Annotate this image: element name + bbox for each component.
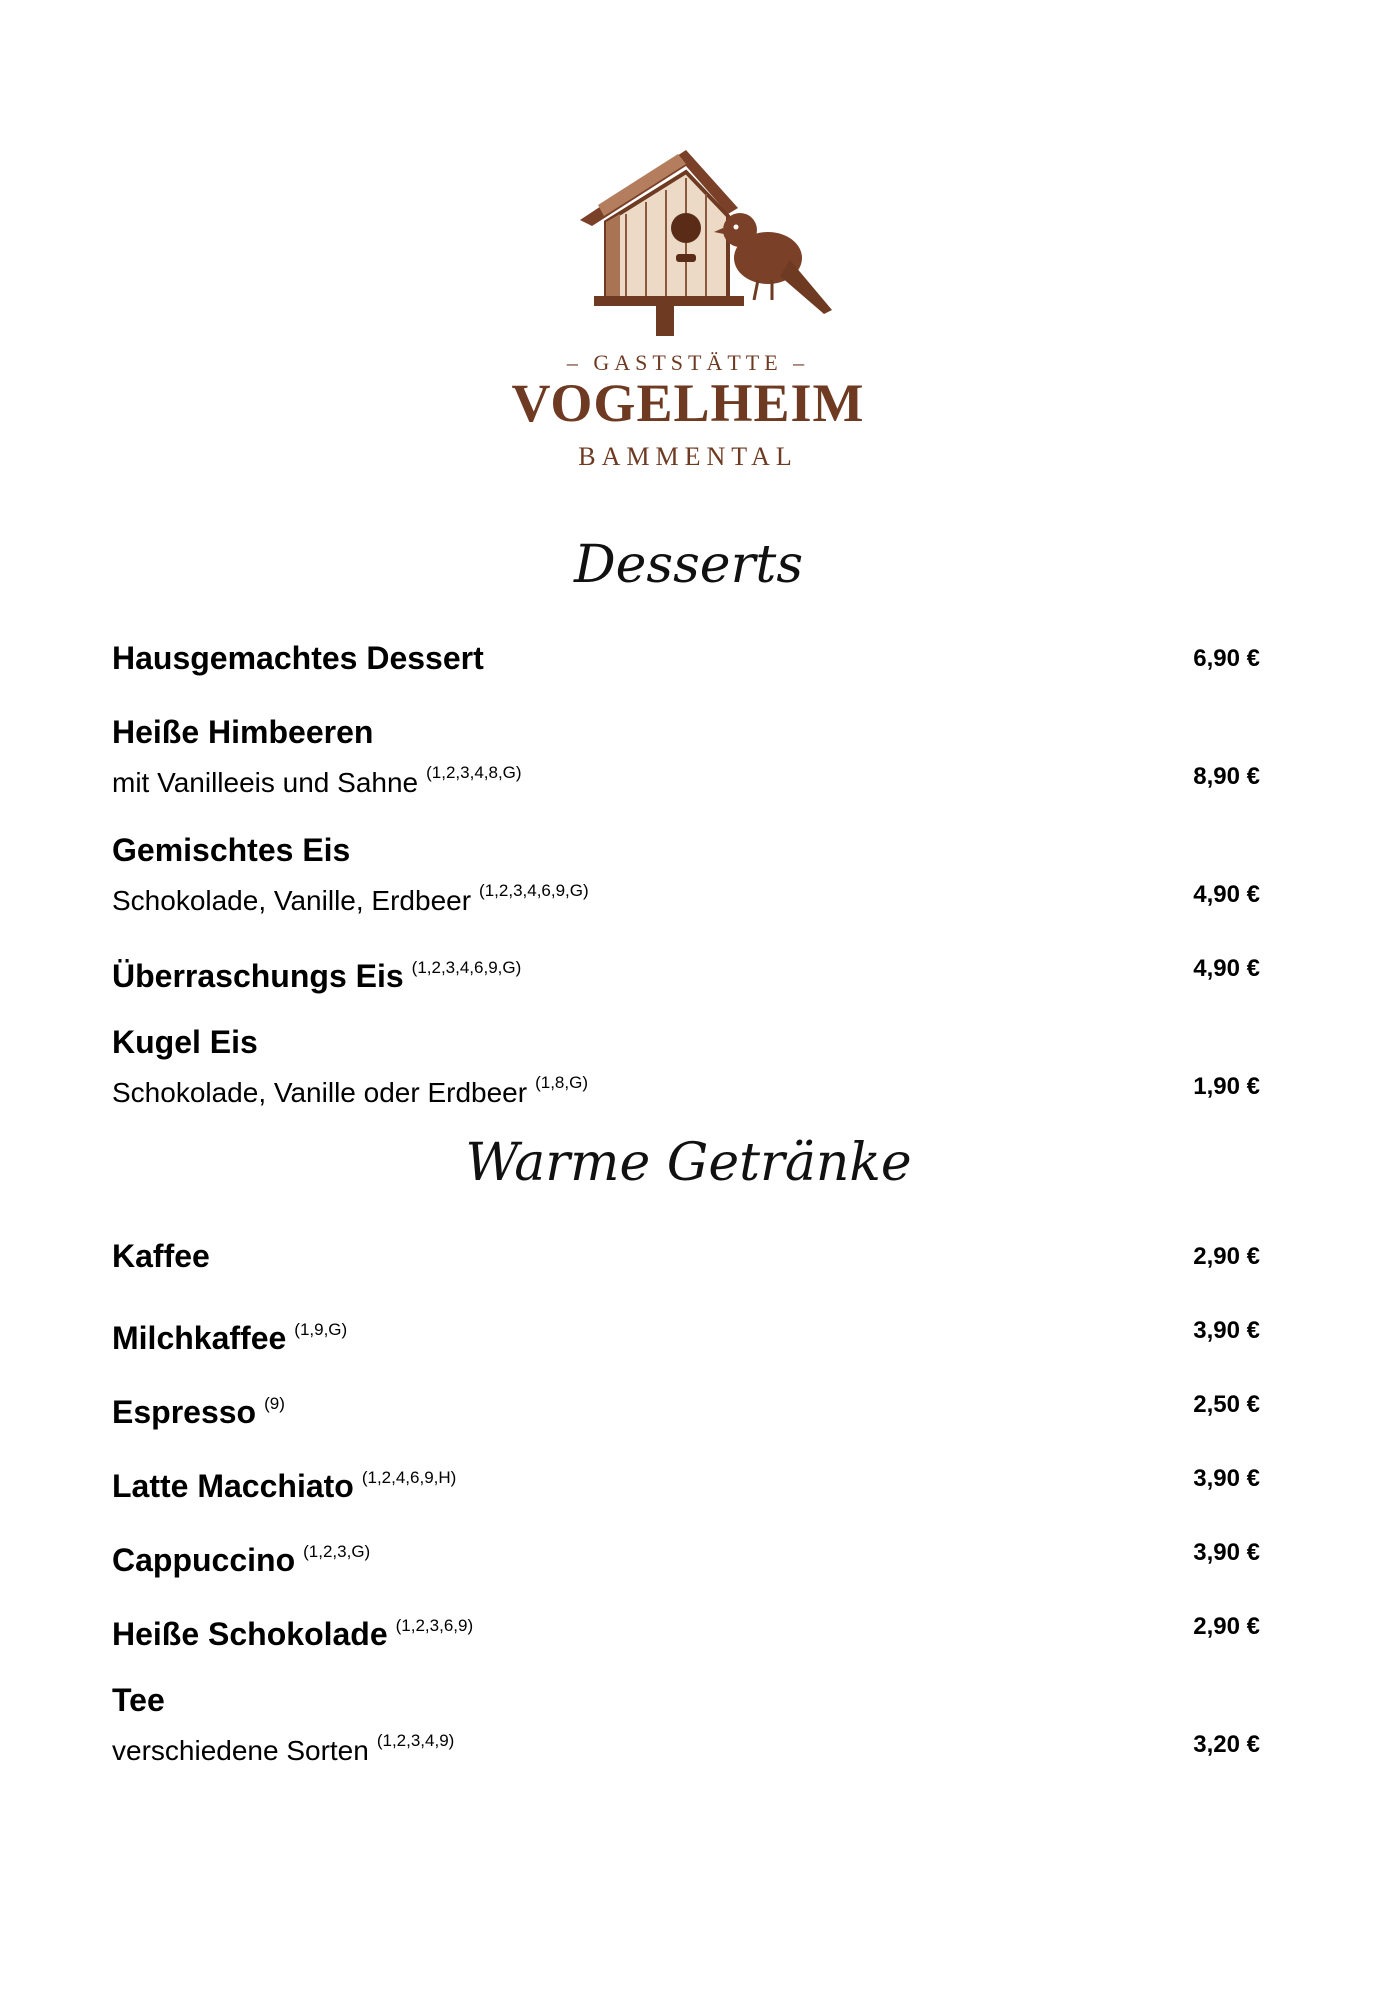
restaurant-logo [498,150,878,480]
item-price: 3,20 € [1193,1731,1260,1758]
item-price: 4,90 € [1193,881,1260,908]
item-allergens: (1,2,3,4,9) [376,1731,455,1750]
menu-item [112,1605,1260,1655]
brand-name: VOGELHEIM [511,373,865,433]
item-price: 8,90 € [1193,763,1260,790]
item-price: 1,90 € [1193,1073,1260,1100]
item-price: 2,90 € [1193,1243,1260,1270]
item-price: 2,90 € [1193,1613,1260,1640]
brand-top-line: – GASTSTÄTTE – [566,350,810,375]
item-price: 3,90 € [1193,1539,1260,1566]
item-name: Milchkaffee [112,1320,287,1356]
item-name: Kugel Eis [112,1024,258,1060]
menu-item [112,1531,1260,1581]
item-description: mit Vanilleeis und Sahne [112,767,419,798]
item-name: Heiße Schokolade [112,1616,388,1652]
item-price: 2,50 € [1193,1391,1260,1418]
item-allergens: (1,2,3,4,6,9,G) [411,958,522,977]
item-allergens: (1,9,G) [294,1320,348,1339]
item-name: Espresso [112,1394,257,1430]
item-description: Schokolade, Vanille, Erdbeer [112,885,472,916]
brand-location: BAMMENTAL [578,442,798,471]
item-price: 3,90 € [1193,1317,1260,1344]
item-allergens: (1,2,3,4,8,G) [426,763,522,782]
item-description: verschiedene Sorten [112,1735,369,1766]
menu-item [112,1235,1260,1277]
item-name: Überraschungs Eis [112,958,404,994]
item-name: Tee [112,1682,165,1718]
item-allergens: (1,2,3,G) [303,1542,371,1561]
item-name: Kaffee [112,1238,210,1274]
menu-item [112,1679,1260,1771]
birdhouse-bird-icon [568,150,838,340]
item-allergens: (1,8,G) [535,1073,588,1092]
item-allergens: (1,2,3,4,6,9,G) [479,881,589,900]
menu-item [112,1021,1260,1113]
item-allergens: (1,2,4,6,9,H) [361,1468,457,1487]
menu-item [112,637,1260,679]
item-name: Latte Macchiato [112,1468,354,1504]
item-name: Hausgemachtes Dessert [112,640,484,676]
section-title-warm-drinks: Warme Getränke [465,1133,912,1193]
item-description: Schokolade, Vanille oder Erdbeer [112,1077,528,1108]
menu-item [112,947,1260,997]
item-name: Gemischtes Eis [112,832,351,868]
item-name: Cappuccino [112,1542,296,1578]
menu-item [112,711,1260,803]
item-price: 4,90 € [1193,955,1260,982]
menu-item [112,1457,1260,1507]
item-name: Heiße Himbeeren [112,714,374,750]
menu-item [112,829,1260,921]
menu-item [112,1383,1260,1433]
item-allergens: (1,2,3,6,9) [395,1616,474,1635]
item-allergens: (9) [264,1394,285,1413]
menu-item [112,1309,1260,1359]
item-price: 3,90 € [1193,1465,1260,1492]
section-title-desserts: Desserts [573,535,804,595]
item-price: 6,90 € [1193,645,1260,672]
